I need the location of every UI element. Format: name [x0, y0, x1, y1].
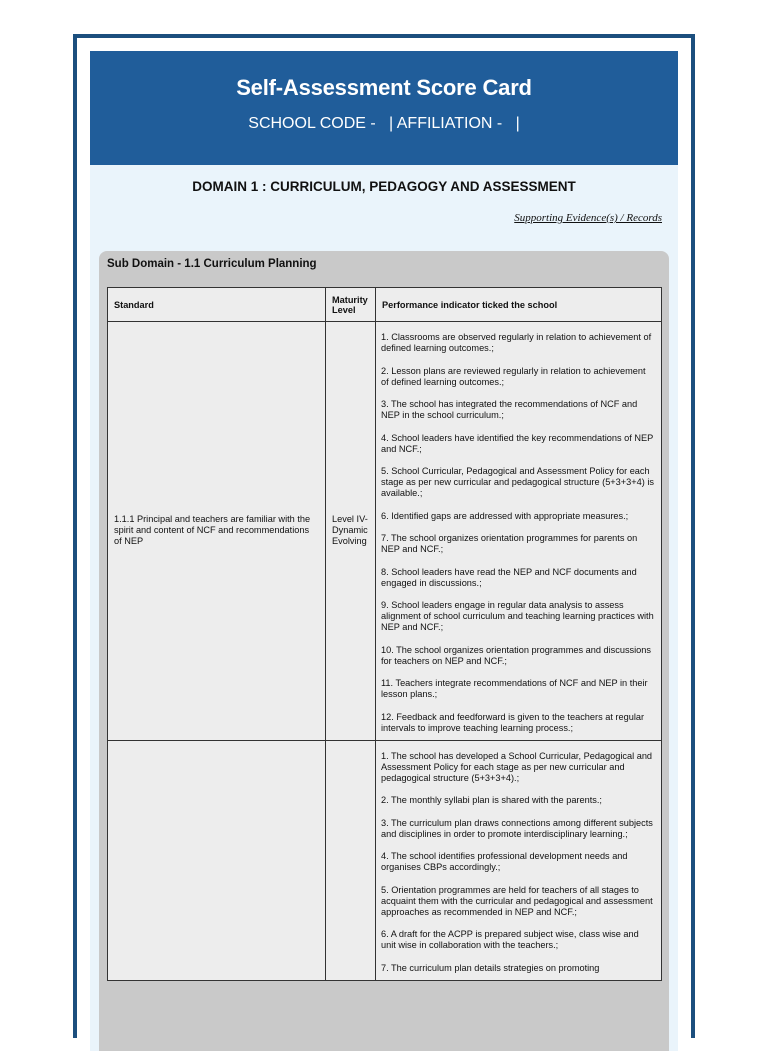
score-card — [90, 51, 678, 1051]
table-row — [108, 322, 662, 741]
column-header-maturity: Maturity Level — [326, 288, 376, 322]
table-row — [108, 740, 662, 980]
indicator-item: 10. The school organizes orientation programmes and discussions for teachers on NEP and NCF.; — [381, 644, 651, 666]
indicator-item: 4. The school identifies professional development needs and organises CBPs accordingly.; — [381, 851, 628, 872]
indicator-item: 5. Orientation programmes are held for teachers of all stages to acquaint them with the curricular and pedagogical and assessment approaches as recommended in NEP and NCF.; — [381, 884, 653, 917]
indicator-item: 5. School Curricular, Pedagogical and Assessment Policy for each stage as per new curricular and pedagogical structure (5+3+3+4) is available.; — [381, 466, 654, 498]
indicator-cell — [376, 322, 662, 741]
indicator-item: 11. Teachers integrate recommendations of NCF and NEP in their lesson plans.; — [381, 678, 648, 699]
subdomain-panel — [99, 251, 669, 1051]
indicator-item: 2. Lesson plans are reviewed regularly in relation to achievement of defined learning outcomes.; — [381, 365, 646, 387]
indicator-item: 4. School leaders have identified the key recommendations of NEP and NCF.; — [381, 432, 654, 454]
indicator-item: 6. A draft for the ACPP is prepared subject wise, class wise and unit wise in collaboration with the teachers.; — [381, 929, 639, 950]
column-header-indicator: Performance indicator ticked the school — [376, 288, 662, 322]
indicator-item: 7. The school organizes orientation programmes for parents on NEP and NCF.; — [381, 533, 638, 554]
maturity-level-cell: Level IV-Dynamic Evolving — [326, 322, 376, 741]
indicator-item: 2. The monthly syllabi plan is shared with the parents.; — [381, 795, 602, 805]
supporting-evidence-link[interactable]: Supporting Evidence(s) / Records — [514, 212, 662, 224]
indicator-item: 7. The curriculum plan details strategies on promoting — [381, 962, 600, 973]
page-frame — [73, 34, 695, 1038]
indicator-item: 3. The school has integrated the recommendations of NCF and NEP in the school curriculum.; — [381, 399, 638, 420]
indicator-item: 1. The school has developed a School Curricular, Pedagogical and Assessment Policy for each stage as per new curricular and pedagogical structure (5+3+3+4).; — [381, 750, 653, 783]
school-code-affiliation: SCHOOL CODE - | AFFILIATION - | — [248, 115, 520, 132]
indicator-item: 9. School leaders engage in regular data analysis to assess alignment of school curriculum and teaching learning practices with NEP and NCF.; — [381, 600, 654, 632]
domain-title: DOMAIN 1 : CURRICULUM, PEDAGOGY AND ASSESSMENT — [192, 179, 576, 194]
standard-cell: 1.1.1 Principal and teachers are familiar with the spirit and content of NCF and recommendations of NEP — [108, 322, 326, 741]
column-header-standard: Standard — [108, 288, 326, 322]
standard-cell — [108, 740, 326, 980]
subdomain-title: Sub Domain - 1.1 Curriculum Planning — [107, 258, 317, 270]
card-header — [90, 51, 678, 165]
maturity-level-cell — [326, 740, 376, 980]
indicator-item: 1. Classrooms are observed regularly in relation to achievement of defined learning outcomes.; — [381, 332, 652, 353]
table-header-row — [108, 288, 662, 322]
indicator-item: 3. The curriculum plan draws connections among different subjects and disciplines in order to promote interdisciplinary learning.; — [381, 817, 653, 839]
card-title: Self-Assessment Score Card — [236, 75, 532, 100]
indicator-item: 12. Feedback and feedforward is given to the teachers at regular intervals to improve teaching learning process.; — [381, 711, 645, 733]
standards-table — [107, 287, 662, 981]
indicator-item: 8. School leaders have read the NEP and NCF documents and engaged in discussions.; — [381, 566, 637, 588]
indicator-item: 6. Identified gaps are addressed with appropriate measures.; — [381, 510, 629, 521]
indicator-cell — [376, 740, 662, 980]
